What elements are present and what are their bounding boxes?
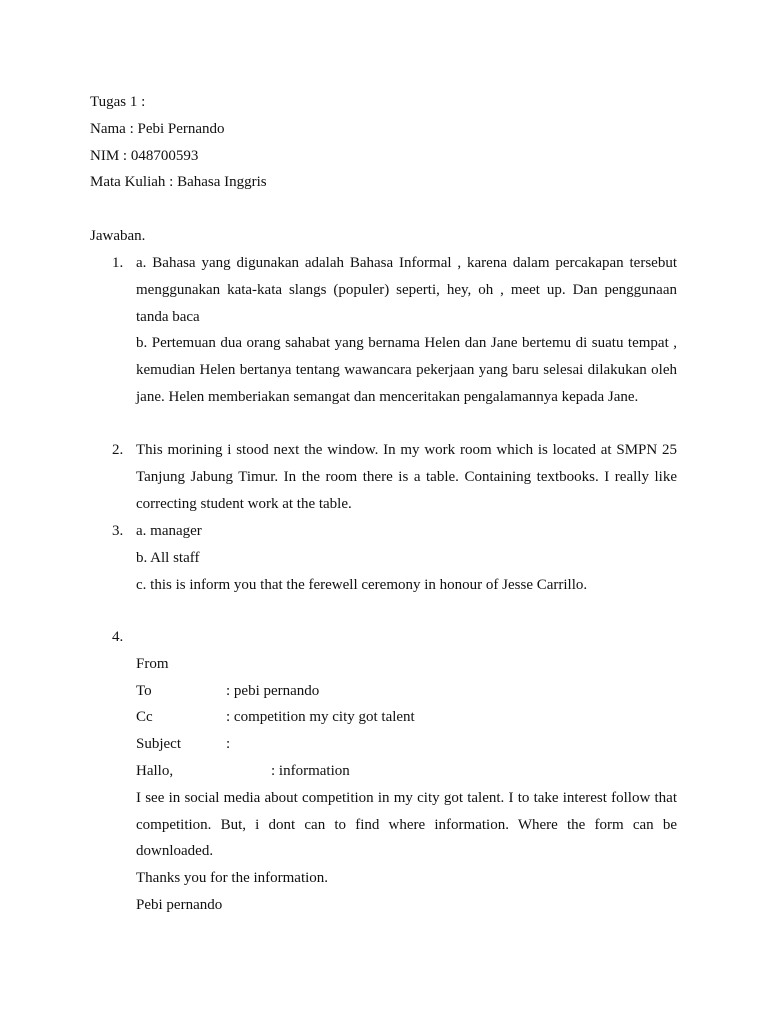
answers-heading: Jawaban. — [90, 228, 146, 244]
email-to-value: : competition my city got talent — [226, 709, 415, 726]
email-subject-label: Subject — [136, 736, 181, 753]
document-header — [90, 89, 267, 196]
answer-1b: b. Pertemuan dua orang sahabat yang bernama Helen dan Jane bertemu di suatu tempat , kemudian Helen bertanya tentang wawancara pekerjaan yang baru selesai dilakukan oleh jane. Helen memberiakan semangat dan menceritakan pengalamannya kepada Jane. — [136, 335, 677, 405]
email-to-label: To — [136, 682, 152, 699]
student-nim: NIM : 048700593 — [90, 147, 199, 164]
email-cc-value: : — [226, 736, 231, 753]
answer-3b: b. All staff — [136, 549, 200, 566]
course-name: Mata Kuliah : Bahasa Inggris — [90, 174, 267, 191]
email-cc-label: Cc — [136, 709, 153, 726]
answer-2-text: This morining i stood next the window. In my work room which is located at SMPN 25 Tanjung Jabung Timur. In the room there is a table. Containing textbooks. I really like correcting student work at the table. — [136, 442, 677, 512]
answer-3 — [90, 518, 677, 598]
email-message: I see in social media about competition in my city got talent. I to take interest follow that competition. But, i dont can to find where information. Where the form can be downloaded. — [136, 789, 677, 860]
answer-1a: a. Bahasa yang digunakan adalah Bahasa Informal , karena dalam percakapan tersebut menggunakan kata-kata slangs (populer) seperti, hey, oh , meet up. Dan penggunaan tanda baca — [136, 255, 677, 325]
email-from-label: From — [136, 655, 169, 672]
email-from-value: : pebi pernando — [226, 682, 320, 699]
answer-1 — [90, 250, 677, 411]
email-subject-value: : information — [271, 762, 350, 779]
answer-number: 4. — [112, 629, 124, 645]
answer-4 — [90, 624, 677, 919]
student-name: Nama : Pebi Pernando — [90, 120, 225, 137]
email-signature: Pebi pernando — [136, 896, 223, 913]
answer-2 — [90, 437, 677, 517]
answer-number: 3. — [112, 523, 124, 539]
email-greeting: Hallo, — [136, 762, 174, 779]
assignment-title: Tugas 1 : — [90, 94, 146, 110]
answer-3a: a. manager — [136, 523, 202, 539]
answer-number: 2. — [112, 442, 124, 458]
answer-3c: c. this is inform you that the ferewell ceremony in honour of Jesse Carrillo. — [136, 576, 588, 593]
answer-number: 1. — [112, 255, 124, 271]
email-thanks: Thanks you for the information. — [136, 870, 329, 887]
